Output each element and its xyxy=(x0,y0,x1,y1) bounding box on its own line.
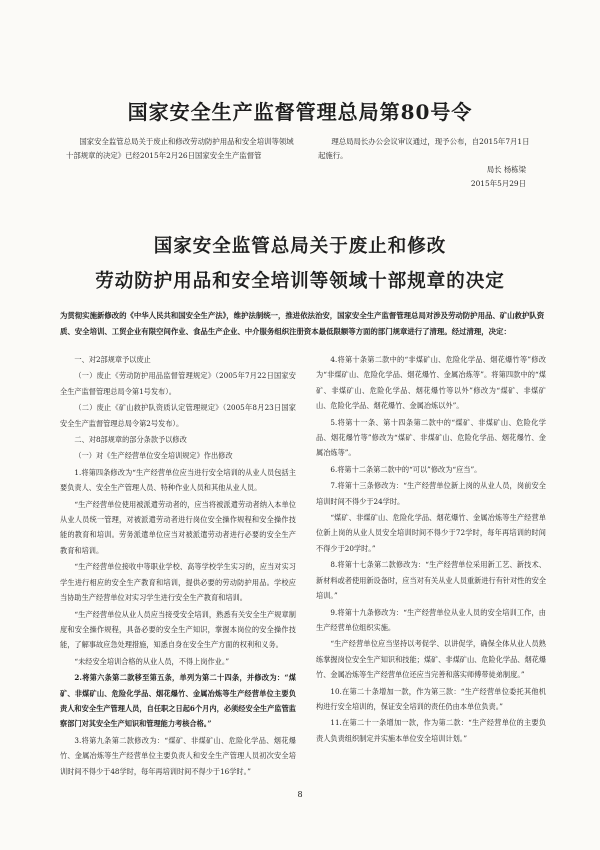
paragraph: 7.将第十三条修改为：“生产经营单位新上岗的从业人员，岗前安全培训时间不得少于24学时。 xyxy=(316,481,546,506)
issue-date: 2015年5月29日 xyxy=(470,179,526,188)
paragraph: 5.将第十一条、第十四条第二款中的“煤矿、非煤矿山、危险化学品、烟花爆竹等”修改为“煤矿、非煤矿山、危险化学品、烟花爆竹、金属冶炼等”。 xyxy=(316,417,546,458)
intro-text-right: 理总局局长办公会议审议通过，现予公布，自2015年7月1日起施行。 xyxy=(318,137,530,160)
paragraph: 一、对2部规章予以废止 xyxy=(74,355,151,364)
decision-preamble: 为贯彻实施新修改的《中华人民共和国安全生产法》，维护法制统一，推进依法治安，国家安全生产监督管理总局对涉及劳动防护用品、矿山救护队资质、安全培训、工贸企业有限空间作业、食品生产企业、中介服务组织注册资本最低限额等方面的部门规章进行了清理。经过清理，决定： xyxy=(60,311,545,336)
paragraph: 4.将第十条第二款中的“非煤矿山、危险化学品、烟花爆竹等”修改为“非煤矿山、危险化学品、烟花爆竹、金属冶炼等”。将第四款中的“煤矿、非煤矿山、危险化学品、烟花爆竹等以外”修改为“煤矿、非煤矿山、危险化学品、烟花爆竹、金属冶炼以外”。 xyxy=(316,355,546,411)
paragraph: （一）对《生产经营单位安全培训规定》作出修改 xyxy=(74,451,233,461)
paragraph: 9.将第十九条修改为：“生产经营单位从业人员的安全培训工作，由生产经营单位组织实施。 xyxy=(316,607,546,632)
intro-column-left xyxy=(66,135,298,163)
paragraph: 6.将第十二条第二款中的“可以”修改为“应当”。 xyxy=(330,464,482,474)
paragraph: 8.将第十七条第二款修改为：“生产经营单位采用新工艺、新技术、新材料或者使用新设备时，应当对有关从业人员重新进行有针对性的安全培训。” xyxy=(316,560,547,601)
signature: 局长 杨栋梁 xyxy=(486,165,526,174)
paragraph: “生产经营单位使用被派遣劳动者的，应当将被派遣劳动者纳入本单位从业人员统一管理，对被派遣劳动者进行岗位安全操作规程和安全操作技能的教育和培训。劳务派遣单位应当对被派遣劳动者进行必要的安全生产教育和培训。 xyxy=(60,499,296,555)
paragraph: 二、对8部规章的部分条款予以修改 xyxy=(74,435,187,445)
paragraph: （一）废止《劳动防护用品监督管理规定》（2005年7月22日国家安全生产监督管理总局令第1号发布）。 xyxy=(60,371,296,396)
decision-title-line2: 劳动防护用品和安全培训等领域十部规章的决定 xyxy=(95,271,505,292)
paragraph: （二）废止《矿山救护队资质认定管理规定》（2005年8月23日国家安全生产监督管理总局令第2号发布）。 xyxy=(60,403,296,428)
paragraph: “未经安全培训合格的从业人员，不得上岗作业。” xyxy=(74,656,230,666)
paragraph: 10.在第二十条增加一款，作为第三款：“生产经营单位委托其他机构进行安全培训的，保证安全培训的责任仍由本单位负责。” xyxy=(316,686,546,711)
paragraph: “生产经营单位应当坚持以考促学、以讲促学，确保全体从业人员熟练掌握岗位安全生产知识和技能；煤矿、非煤矿山、危险化学品、烟花爆竹、金属冶炼等生产经营单位还应当完善和落实师傅带徒弟制度。” xyxy=(316,639,547,680)
decision-title-line1: 国家安全监管总局关于废止和修改 xyxy=(153,236,447,257)
paragraph: 2.将第六条第二款移至第五条，单列为第二十四条，并修改为：“煤矿、非煤矿山、危险化学品、烟花爆竹、金属冶炼等生产经营单位主要负责人和安全生产管理人员，自任职之日起6个月内，必须经安全生产监管监察部门对其安全生产知识和管理能力考核合格。” xyxy=(60,673,296,729)
paragraph: “煤矿、非煤矿山、危险化学品、烟花爆竹、金属冶炼等生产经营单位新上岗的从业人员安全培训时间不得少于72学时，每年再培训的时间不得少于20学时。” xyxy=(316,513,546,553)
paragraph: 1.将第四条修改为“生产经营单位应当进行安全培训的从业人员包括主要负责人、安全生产管理人员、特种作业人员和其他从业人员。 xyxy=(60,467,296,493)
intro-column-right xyxy=(318,135,534,191)
page-number: 8 xyxy=(297,790,303,799)
body-column-right xyxy=(316,352,546,747)
body-column-left xyxy=(60,352,296,780)
decision-title xyxy=(0,229,600,299)
paragraph: 3.将第九条第二款修改为：“煤矿、非煤矿山、危险化学品、烟花爆竹、金属冶炼等生产经营单位主要负责人和安全生产管理人员初次安全培训时间不得少于48学时，每年再培训时间不得少于16学时。” xyxy=(60,735,296,776)
paragraph: 11.在第二十一条增加一款，作为第二款：“生产经营单位的主要负责人负责组织制定并实施本单位安全培训计划。” xyxy=(316,718,546,743)
order-title: 国家安全生产监督管理总局第80号令 xyxy=(127,100,473,124)
intro-text-left: 国家安全监管总局关于废止和修改劳动防护用品和安全培训等领域十部规章的决定》已经2015年2月26日国家安全生产监督管 xyxy=(66,137,294,160)
paragraph: “生产经营单位从业人员应当接受安全培训，熟悉有关安全生产规章制度和安全操作规程，具备必要的安全生产知识，掌握本岗位的安全操作技能，了解事故应急处理措施，知悉自身在安全生产方面的权利和义务。 xyxy=(60,609,296,650)
paragraph: “生产经营单位接收中等职业学校、高等学校学生实习的，应当对实习学生进行相应的安全生产教育和培训，提供必要的劳动防护用品。学校应当协助生产经营单位对实习学生进行安全生产教育和培训。 xyxy=(60,562,296,603)
